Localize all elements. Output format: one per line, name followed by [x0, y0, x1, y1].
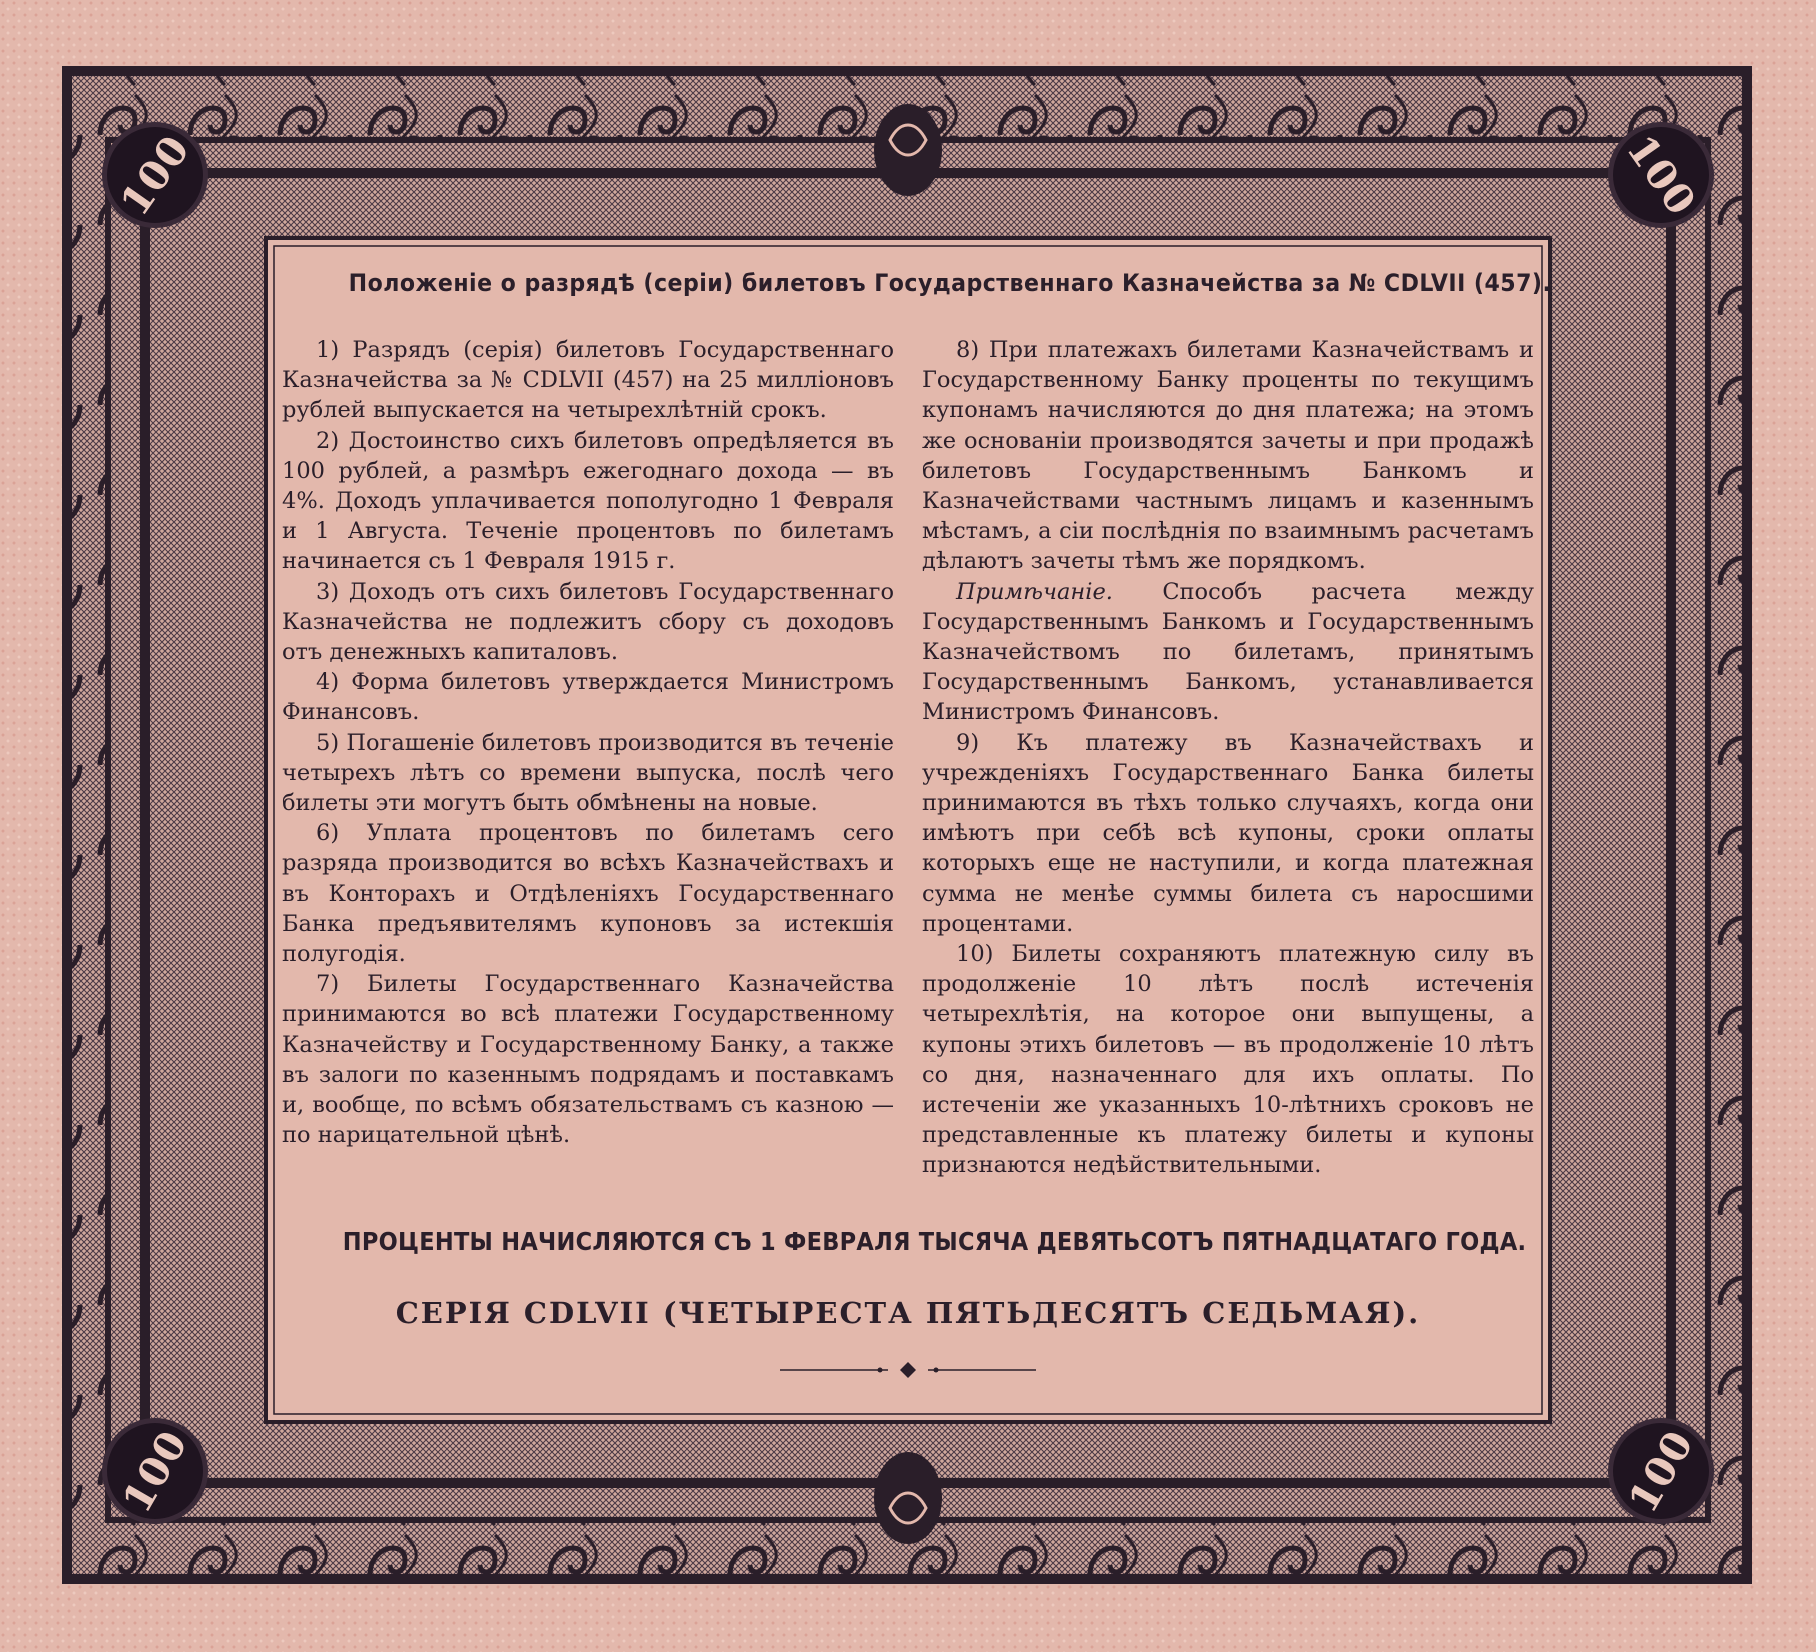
clause-8: 8) При платежахъ билетами Казначействамъ и Государственному Банку проценты по текущимъ купонамъ начисляются до дня платежа; на этомъ же основанiи производятся зачеты и при продажѣ билетовъ Государственнымъ Банкомъ и Казначействами частнымъ лицамъ и казеннымъ мѣстамъ, а сiи послѣднiя по взаимнымъ расчетамъ дѣлаютъ зачеты тѣмъ же порядкомъ.: [922, 337, 1534, 575]
clause-2: 2) Достоинство сихъ билетовъ опредѣляется въ 100 рублей, а размѣръ ежегоднаго дохода — въ 4%. Доходъ уплачивается пополугодно 1 Февраля и 1 Августа. Теченiе процентовъ по билетамъ начинается съ 1 Февраля 1915 г.: [282, 427, 894, 575]
note-text: Способъ расчета между Государственнымъ Банкомъ и Государственнымъ Казначействомъ по билетамъ, принятымъ Государственнымъ Банкомъ, устанавливается Министромъ Финансовъ.: [922, 578, 1535, 726]
ornamental-divider: [780, 1360, 1036, 1380]
corner-value: 100: [110, 126, 200, 224]
interest-start-line: ПРОЦЕНТЫ НАЧИСЛЯЮТСЯ СЪ 1 ФЕВРАЛЯ ТЫСЯЧА ДЕВЯТЬСОТЪ ПЯТНАДЦАТАГО ГОДА.: [342, 1227, 1527, 1256]
corner-medallion-top-right: [1608, 122, 1714, 228]
clause-5: 5) Погашенiе билетовъ производится въ теченiе четырехъ лѣтъ со времени выпуска, послѣ чего билеты эти могутъ быть обмѣнены на новые.: [282, 729, 894, 817]
clause-4: 4) Форма билетовъ утверждается Министромъ Финансовъ.: [282, 669, 894, 726]
document-heading: Положенiе о разрядѣ (серiи) билетовъ Государственнаго Казначейства за № CDLVII (457).: [348, 269, 1552, 297]
corner-medallion-bottom-right: [1608, 1418, 1714, 1524]
clause-3: 3) Доходъ отъ сихъ билетовъ Государственнаго Казначейства не подлежитъ сбору съ доходовъ отъ денежныхъ капиталовъ.: [282, 578, 894, 666]
series-line: СЕРIЯ CDLVII (ЧЕТЫРЕСТА ПЯТЬДЕСЯТЪ СЕДЬМАЯ).: [395, 1296, 1421, 1330]
clause-1: 1) Разрядъ (серiя) билетовъ Государственнаго Казначейства за № CDLVII (457) на 25 миллiоновъ рублей выпускается на четырехлѣтнiй срокъ.: [282, 337, 894, 424]
note-label: Примѣчанiе.: [956, 578, 1113, 605]
clause-9: 9) Къ платежу въ Казначействахъ и учрежденiяхъ Государственнаго Банка билеты принимаются въ тѣхъ только случаяхъ, когда они имѣютъ при себѣ всѣ купоны, сроки оплаты которыхъ еще не наступили, и когда платежная сумма не менѣе суммы билета съ наросшими процентами.: [922, 729, 1534, 937]
left-text-column: [282, 335, 894, 1150]
corner-medallion-bottom-left: [102, 1418, 208, 1524]
corner-value: 100: [1619, 1421, 1703, 1521]
corner-value: 100: [1616, 126, 1706, 224]
clause-7: 7) Билеты Государственнаго Казначейства принимаются во всѣ платежи Государственному Казначейству и Государственному Банку, а также въ залоги по казеннымъ подрядамъ и поставкамъ и, вообще, по всѣмъ обязательствамъ съ казною — по нарицательной цѣнѣ.: [282, 971, 894, 1149]
right-text-column: [922, 335, 1534, 1181]
corner-medallion-top-left: [102, 122, 208, 228]
note-paragraph: [922, 577, 1534, 728]
corner-value: 100: [113, 1421, 197, 1521]
clause-10: 10) Билеты сохраняютъ платежную силу въ продолженiе 10 лѣтъ послѣ истеченiя четырехлѣтiя, на которое они выпущены, а купоны этихъ билетовъ — въ продолженiе 10 лѣтъ со дня, назначеннаго для ихъ оплаты. По истеченiи же указанныхъ 10-лѣтнихъ сроковъ не представленные къ платежу билеты и купоны признаются недѣйствительными.: [922, 941, 1534, 1179]
clause-6: 6) Уплата процентовъ по билетамъ сего разряда производится во всѣхъ Казначействахъ и въ Конторахъ и Отдѣленiяхъ Государственнаго Банка предъявителямъ купоновъ за истекшiя полугодiя.: [282, 820, 894, 968]
